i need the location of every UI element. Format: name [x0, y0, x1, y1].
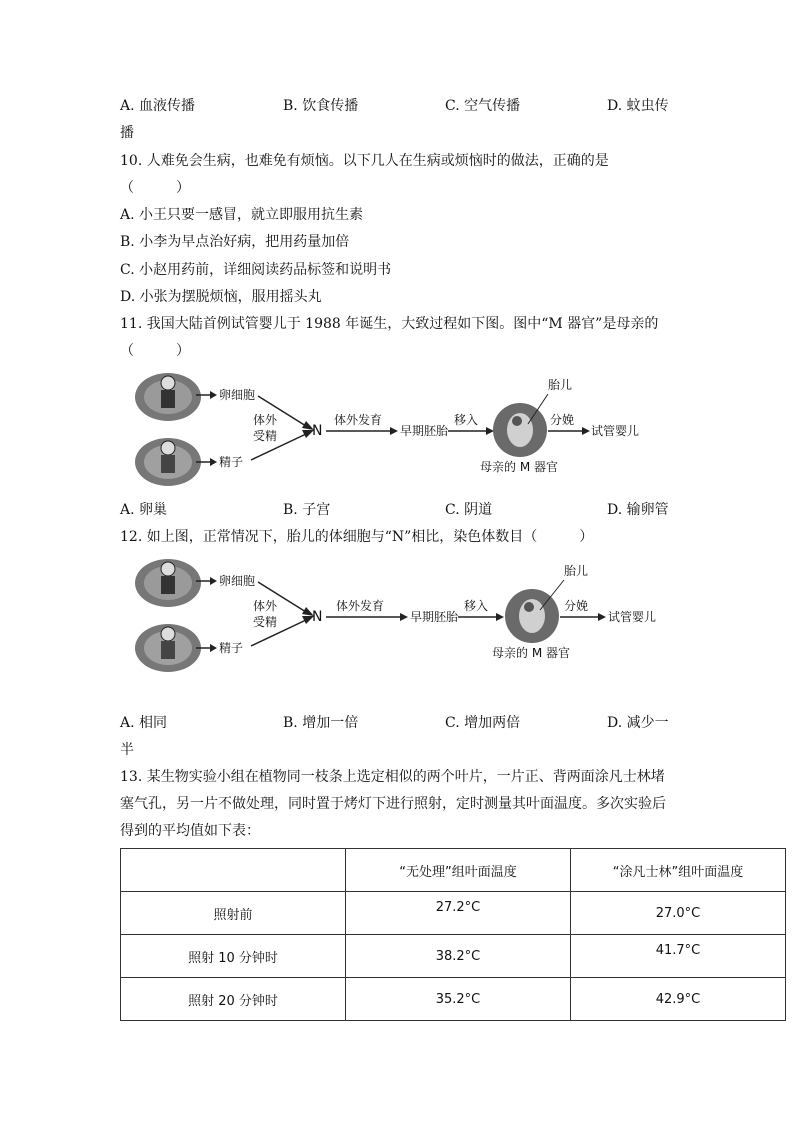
dev-label: 体外发育	[334, 413, 383, 427]
birth-label: 分娩	[564, 599, 589, 613]
table-cell-value: 41.7°C	[655, 942, 701, 958]
fert-label-1: 体外	[253, 599, 278, 613]
q11-option-b: B. 子宫	[283, 502, 331, 518]
table-cell: 35.2°C	[346, 978, 571, 1021]
q12-option-d: D. 减少一	[607, 715, 669, 731]
mother-figure	[135, 559, 201, 607]
father-figure	[135, 624, 201, 672]
q12-stem: 12. 如上图，正常情况下，胎儿的体细胞与“N”相比，染色体数目（ ）	[120, 529, 594, 545]
q11-option-c: C. 阴道	[445, 502, 493, 518]
mother-figure	[135, 373, 201, 421]
organ-label: 母亲的 M 器官	[480, 460, 558, 474]
q9-option-a: A. 血液传播	[120, 98, 196, 114]
birth-label: 分娩	[550, 413, 575, 427]
temperature-table	[120, 848, 786, 1021]
q9-option-b: B. 饮食传播	[283, 98, 359, 114]
table-cell: 照射 20 分钟时	[121, 978, 346, 1021]
q11-option-d: D. 输卵管	[607, 502, 669, 518]
transfer-label: 移入	[454, 413, 479, 427]
table-cell: 照射前	[121, 892, 346, 935]
q11-option-a: A. 卵巢	[120, 502, 168, 518]
table-header-cell: “涂凡士林”组叶面温度	[571, 849, 786, 892]
q9-option-d-wrap: 播	[120, 125, 134, 141]
q12-option-a: A. 相同	[120, 715, 168, 731]
q9-option-c: C. 空气传播	[445, 98, 521, 114]
table-row	[121, 978, 786, 1021]
q12-option-d-wrap: 半	[120, 742, 134, 758]
transfer-label: 移入	[464, 599, 489, 613]
table-cell	[571, 935, 786, 978]
table-cell	[346, 892, 571, 935]
egg-label: 卵细胞	[219, 388, 256, 402]
table-cell: 照射 10 分钟时	[121, 935, 346, 978]
q10-option-a: A. 小王只要一感冒，就立即服用抗生素	[120, 207, 364, 223]
ivf-diagram-2	[128, 554, 688, 684]
n-label: N	[312, 609, 323, 625]
q10-option-d: D. 小张为摆脱烦恼，服用摇头丸	[120, 289, 322, 305]
table-cell: 27.0°C	[571, 892, 786, 935]
embryo-label: 早期胚胎	[410, 610, 459, 624]
table-cell: 42.9°C	[571, 978, 786, 1021]
q10-option-c: C. 小赵用药前，详细阅读药品标签和说明书	[120, 262, 392, 278]
egg-label: 卵细胞	[219, 574, 256, 588]
baby-label: 试管婴儿	[591, 424, 640, 438]
fetus-label: 胎儿	[564, 564, 589, 578]
table-header-cell: “无处理”组叶面温度	[346, 849, 571, 892]
n-label: N	[312, 423, 323, 439]
baby-label: 试管婴儿	[608, 610, 657, 624]
table-row	[121, 935, 786, 978]
fert-label-2: 受精	[253, 615, 278, 629]
q11-blank: （ ）	[120, 343, 190, 359]
table-header-cell	[121, 849, 346, 892]
q10-stem: 10. 人难免会生病，也难免有烦恼。以下几人在生病或烦恼时的做法，正确的是	[120, 153, 609, 169]
q13-line-1: 13. 某生物实验小组在植物同一枝条上选定相似的两个叶片，一片正、背两面涂凡士林堵	[120, 769, 665, 785]
q13-line-2: 塞气孔，另一片不做处理，同时置于烤灯下进行照射，定时测量其叶面温度。多次实验后	[120, 796, 666, 812]
fetus-label: 胎儿	[548, 378, 573, 392]
father-figure	[135, 438, 201, 486]
organ-label: 母亲的 M 器官	[492, 646, 570, 660]
embryo-label: 早期胚胎	[400, 424, 449, 438]
fert-label-2: 受精	[253, 429, 278, 443]
q10-blank: （ ）	[120, 180, 190, 196]
q12-option-b: B. 增加一倍	[283, 715, 359, 731]
q10-option-b: B. 小李为早点治好病，把用药量加倍	[120, 234, 350, 250]
table-cell: 38.2°C	[346, 935, 571, 978]
table-cell-value: 27.2°C	[435, 899, 481, 915]
q13-line-3: 得到的平均值如下表：	[120, 823, 260, 839]
q11-stem: 11. 我国大陆首例试管婴儿于 1988 年诞生，大致过程如下图。图中“M 器官”是母亲的	[120, 316, 659, 332]
q12-option-c: C. 增加两倍	[445, 715, 521, 731]
sperm-label: 精子	[219, 641, 244, 655]
uterus-image	[493, 403, 547, 457]
dev-label: 体外发育	[336, 599, 385, 613]
sperm-label: 精子	[219, 455, 244, 469]
q9-option-d: D. 蚊虫传	[607, 98, 669, 114]
table-header-row	[121, 849, 786, 892]
table-row	[121, 892, 786, 935]
ivf-diagram-1	[128, 368, 688, 498]
fert-label-1: 体外	[253, 413, 278, 427]
